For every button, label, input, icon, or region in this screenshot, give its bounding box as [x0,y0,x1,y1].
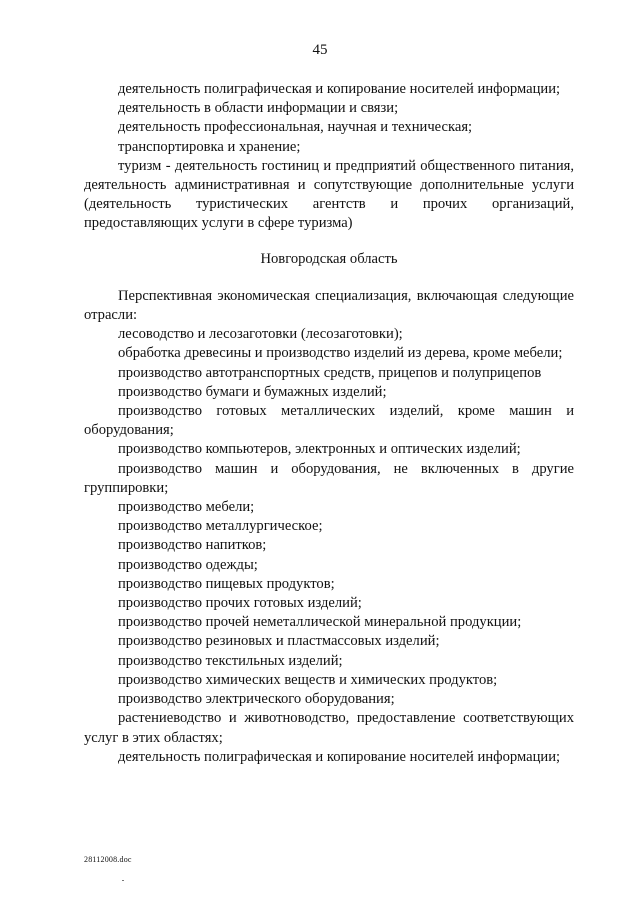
list-item: производство электрического оборудования; [118,691,395,708]
footer-mark [122,880,124,881]
list-item: производство готовых металлических изделий, кроме машин и оборудования; [84,403,574,439]
list-item: деятельность полиграфическая и копирование носителей информации; [118,81,561,97]
section-a-list [84,80,574,234]
list-item: растениеводство и животноводство, предоставление соответствующих услуг в этих областях; [84,710,574,746]
list-item: туризм - деятельность гостиниц и предприятий общественного питания, деятельность административная и сопутствующие дополнительные услуги (деятельность туристических агентств и прочих организаций, предоставляющих услуги в сфере туризма) [84,157,574,232]
list-item: лесоводство и лесозаготовки (лесозаготовки); [118,326,403,343]
list-item: производство одежды; [118,556,258,573]
page-number: 45 [312,42,328,58]
list-item: производство химических веществ и химических продуктов; [118,671,498,688]
list-item: производство компьютеров, электронных и оптических изделий; [118,441,521,458]
list-item: деятельность профессиональная, научная и техническая; [118,119,473,136]
list-item: производство прочей неметаллической минеральной продукции; [118,614,522,631]
list-item: производство резиновых и пластмассовых изделий; [118,633,440,650]
list-item: транспортировка и хранение; [118,138,301,155]
document-body [84,80,574,767]
list-item: производство бумаги и бумажных изделий; [118,383,387,400]
list-item: производство прочих готовых изделий; [118,595,362,612]
list-item: производство автотранспортных средств, прицепов и полуприцепов [118,364,542,381]
list-item: производство текстильных изделий; [118,652,343,669]
list-item: обработка древесины и производство изделий из дерева, кроме мебели; [118,345,563,362]
list-item: деятельность полиграфическая и копирование носителей информации; [118,748,561,765]
list-item: деятельность в области информации и связи; [118,100,399,117]
section-b-list [84,287,574,767]
list-item: производство машин и оборудования, не включенных в другие группировки; [84,460,574,496]
list-item: производство пищевых продуктов; [118,575,335,592]
section-heading: Новгородская область [260,250,398,267]
list-item: производство напитков; [118,537,267,554]
list-item: производство мебели; [118,499,255,516]
section-intro: Перспективная экономическая специализация, включающая следующие отрасли: [84,287,574,324]
footer-file-code: 28112008.doc [84,855,132,864]
list-item: производство металлургическое; [118,518,323,535]
